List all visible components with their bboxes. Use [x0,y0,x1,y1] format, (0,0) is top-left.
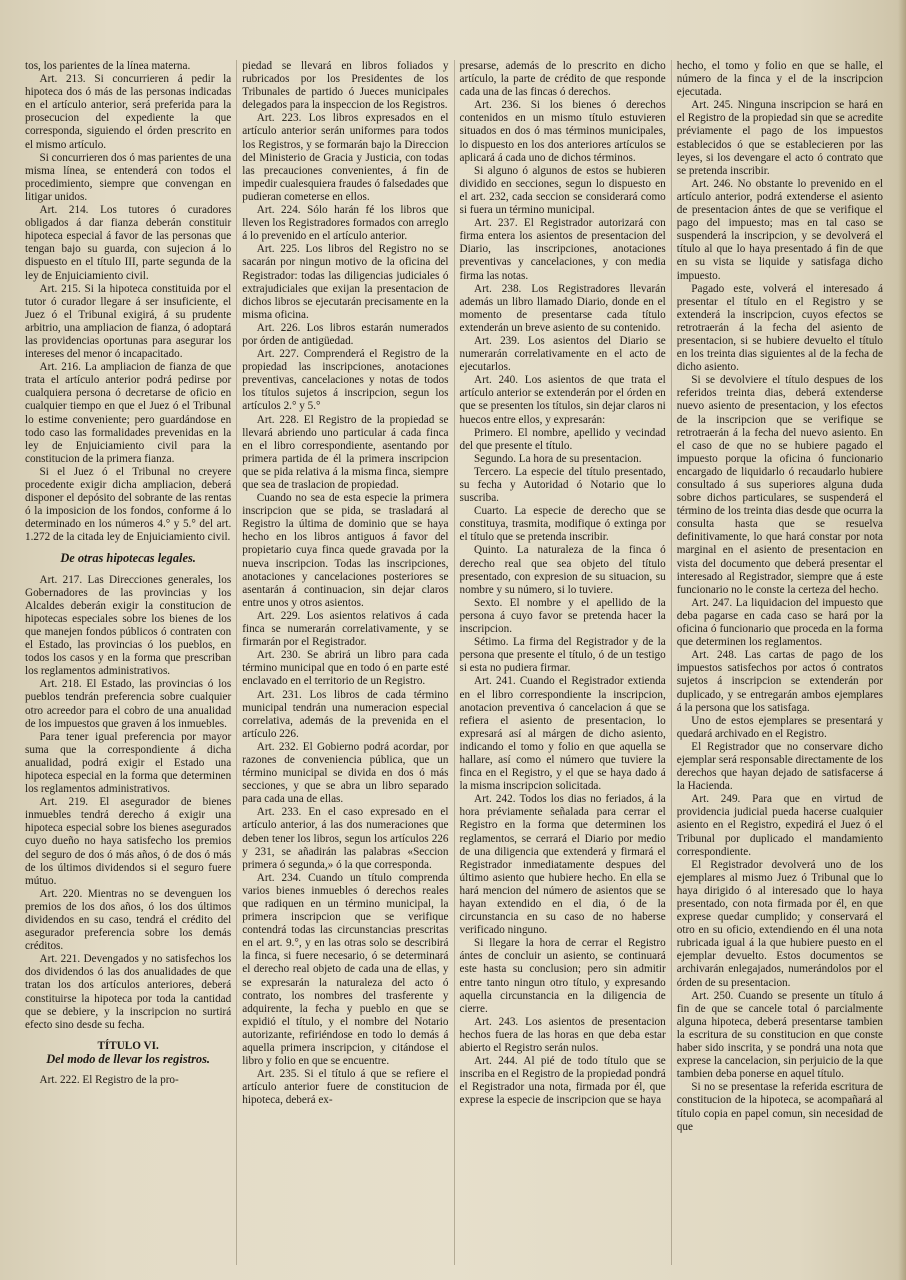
paragraph: El Registrador que no conservare dicho ejemplar será responsable directamente de los derechos que hayan dejado de satisfacerse á la Hacienda. [676,740,883,793]
paragraph: Si se devolviere el título despues de los referidos treinta dias, deberá extenderse nuevo asiento de presentacion, y los efectos de la inscripcion que se verifique se retrotraerán á la fecha del nuevo asiento. En el caso de que no se hubiere pagado el impuesto porque la oficina ó funcionario encargado de liquidarlo ó recaudarlo hubiere consultado á sus superiores alguna duda sobre dichos particulares, se suspenderá el término de los treinta dias desde que ocurra la consulta hasta que se resuelva definitivamente, lo que hará constar por nota marginal en el asiento de presentacion en vista del documento que deberá presentar el interesado al Registrador, siempre que á este funcionario no le conste la certeza del hecho. [676,374,883,596]
paragraph: Art. 219. El asegurador de bienes inmuebles tendrá derecho á exigir una hipoteca especial sobre los bienes asegurados cuyo dueño no haya satisfecho los premios del seguro de dos ó más años, ó de dos ó más de los últimos dividendos si el seguro fuere mútuo. [25,796,232,887]
paragraph: Pagado este, volverá el interesado á presentar el título en el Registro y se extenderá la inscripcion, cuyos efectos se retrotraerán á la fecha del asiento de presentacion, si se hubiere devuelto el título en los treinta dias siguientes al de la fecha de dicho asiento. [676,282,883,374]
paragraph: hecho, el tomo y folio en que se halle, el número de la finca y el de la inscripcion ejecutada. [676,60,883,99]
paragraph: Si no se presentase la referida escritura de constitucion de la hipoteca, se acompañará al título copia en papel comun, sin necesidad de que [676,1081,883,1133]
paragraph: Art. 215. Si la hipoteca constituida por el tutor ó curador llegare á ser insuficiente, el Juez ó el Tribunal exigirá, á su prudente arbitrio, una ampliacion de fianza, ó adoptará las providencias oportunas para asegurar los intereses del menor ó incapacitado. [25,282,232,361]
paragraph: Art. 241. Cuando el Registrador extienda en el libro correspondiente la inscripcion, anotacion preventiva ó cancelacion á que se refiera el asiento de presentacion, lo expresará así al márgen de dicho asiento, indicando el tomo y folio en que aquella se hallare, así como el número que tuviere la finca en el Registro, y el que se haya dado á la misma inscripcion solicitada. [459,675,666,793]
paragraph: Art. 250. Cuando se presente un título á fin de que se cancele total ó parcialmente alguna hipoteca, deberá presentarse tambien la escritura de su constitucion en que conste haber sido inscrita, y se pondrá una nota que exprese la cancelacion, sin perjuicio de la que tambien deba ponerse en aquel título. [676,989,883,1081]
paragraph: Art. 232. El Gobierno podrá acordar, por razones de conveniencia pública, que un término municipal se divida en dos ó más secciones, y que se abra un libro separado para cada una de ellas. [242,740,449,806]
paragraph: Art. 244. Al pié de todo título que se inscriba en el Registro de la propiedad pondrá el Registrador una nota, firmada por él, que exprese la especie de inscripcion que se haya [459,1055,666,1107]
paragraph: Para tener igual preferencia por mayor suma que la correspondiente á dicha anualidad, podrá exigir el Estado una hipoteca especial en la forma que determinen los reglamentos administrativos. [25,730,232,796]
paragraph: Art. 249. Para que en virtud de providencia judicial pueda hacerse cualquier asiento en el Registro, expedirá el Juez ó el Tribunal por duplicado el mandamiento correspondiente. [676,793,883,858]
text-columns [20,60,888,1265]
paragraph: Del modo de llevar los registros. [46,1051,211,1066]
paragraph: Art. 230. Se abrirá un libro para cada término municipal que en todo ó en parte esté enclavado en el territorio de un Registro. [242,649,449,688]
paragraph: Art. 237. El Registrador autorizará con firma entera los asientos de presentacion del Diario, las inscripciones, anotaciones preventivas y cancelaciones, y con media firma las notas. [459,217,666,282]
paragraph: Art. 233. En el caso expresado en el artículo anterior, á las dos numeraciones que deben tener los libros, segun los artículos 226 y 231, se añadirán las palabras «Seccion primera ó segunda,» ó la que corresponda. [242,806,449,871]
column-divider [454,60,455,1265]
paragraph: Art. 242. Todos los dias no feriados, á la hora préviamente señalada para cerrar el Registro en la forma que determinen los reglamentos, se cerrará el Diario por medio de una diligencia que extenderá y firmará el Registrador inmediatamente despues del último asiento que hubiere hecho. En ella se hará mencion del número de asientos que se hayan extendido en el dia, ó de la circunstancia en su caso de no haberse verificado ninguno. [459,793,666,937]
paragraph: Quinto. La naturaleza de la finca ó derecho real que sea objeto del título presentado, con expresion de su situacion, su nombre y su número, si lo tuviere. [459,544,666,596]
paragraph: presarse, además de lo prescrito en dicho artículo, la parte de crédito de que responde cada una de las fincas ó derechos. [459,60,666,99]
column-divider [236,60,237,1265]
paragraph: Art. 222. El Registro de la pro- [39,1074,179,1087]
paragraph: Art. 238. Los Registradores llevarán además un libro llamado Diario, donde en el momento de presentarse cada título extenderán un breve asiento de su contenido. [459,282,666,334]
paragraph: TÍTULO VI. [97,1039,159,1052]
paragraph: Art. 223. Los libros expresados en el artículo anterior serán uniformes para todos los Registros, y se formarán bajo la Direccion del Ministerio de Gracia y Justicia, con todas las precauciones convenientes, á fin de impedir cualesquiera fraudes ó falsedades que pudieran cometerse en ellos. [242,112,449,203]
paragraph: Cuarto. La especie de derecho que se constituya, trasmita, modifique ó extinga por el título que se pretenda inscribir. [459,505,666,544]
column-divider [671,60,672,1265]
text-column-3 [455,60,671,1265]
text-column-1 [20,60,236,1265]
paragraph: Cuando no sea de esta especie la primera inscripcion que se pida, se trasladará al Registro la última de dominio que se haya hecho en los libros antiguos á favor del propietario cuya finca quede gravada por la nueva inscripcion. Todas las inscripciones, anotaciones y cancelaciones posteriores se asentarán á continuacion, sin dejar claros entre unos y otros asientos. [242,492,449,609]
paragraph: Art. 226. Los libros estarán numerados por órden de antigüedad. [242,321,449,347]
paragraph: Art. 245. Ninguna inscripcion se hará en el Registro de la propiedad sin que se acredite préviamente el pago de los impuestos establecidos ó que se establecieren por las leyes, si los devengare el acto ó contrato que se pretenda inscribir. [676,99,883,177]
paragraph: Art. 228. El Registro de la propiedad se llevará abriendo uno particular á cada finca en el libro correspondiente, asentando por primera partida de él la primera inscripcion que se pida relativa á la misma finca, siempre que sea de traslacion de propiedad. [242,413,449,491]
paragraph: Art. 217. Las Direcciones generales, los Gobernadores de las provincias y los Alcaldes deberán exigir la constitucion de hipotecas especiales sobre los bienes de los que manejen fondos públicos ó contraten con el Estado, las provincias ó los pueblos, en todos los casos y en la forma que prescriban los reglamentos administrativos. [25,573,232,678]
paragraph: tos, los parientes de la línea materna. [25,60,191,72]
paragraph: Art. 224. Sólo harán fé los libros que lleven los Registradores formados con arreglo á lo prevenido en el artículo anterior. [242,204,449,243]
paragraph: Si llegare la hora de cerrar el Registro ántes de concluir un asiento, se continuará este hasta su conclusion; pero sin admitir entre tanto ningun otro título, y expresando aquella circunstancia en la diligencia de cierre. [459,937,666,1015]
paragraph: Sétimo. La firma del Registrador y de la persona que presente el título, ó de un testigo si esta no pudiera firmar. [459,636,666,675]
paragraph: Art. 239. Los asientos del Diario se numerarán correlativamente en el acto de ejecutarlos. [459,334,666,374]
page-edge-shadow [898,0,906,1280]
paragraph: Segundo. La hora de su presentacion. [474,452,642,465]
paragraph: Art. 231. Los libros de cada término municipal tendrán una numeracion especial correlativa, además de la prevenida en el artículo 226. [242,688,449,740]
text-column-2 [237,60,453,1265]
paragraph: Art. 220. Mientras no se devenguen los premios de los dos años, ó los dos últimos dividendos en su caso, tendrá el crédito del asegurador preferencia sobre los demás créditos. [25,887,232,953]
paragraph: Si el Juez ó el Tribunal no creyere procedente exigir dicha ampliacion, deberá disponer el depósito del sobrante de las rentas ó la imposicion de los fondos, conforme á lo determinado en los números 4.° y 5.° del art. 1.272 de la citada ley de Enjuiciamiento civil. [25,465,232,544]
paragraph: Si alguno ó algunos de estos se hubieren dividido en secciones, segun lo dispuesto en el art. 232, cada seccion se considerará como si fuera un término municipal. [459,164,666,217]
paragraph: Art. 235. Si el título á que se refiere el artículo anterior fuere de constitucion de hipoteca, deberá ex- [242,1068,449,1107]
paragraph: Uno de estos ejemplares se presentará y quedará archivado en el Registro. [676,714,883,740]
paragraph: Art. 221. Devengados y no satisfechos los dos dividendos ó las dos anualidades de que tratan los dos artículos anteriores, deberá constituirse la hipoteca por toda la cantidad que se debiere, y la inscripcion no surtirá efecto sino desde su fecha. [25,953,232,1031]
paragraph: Art. 243. Los asientos de presentacion hechos fuera de las horas en que deba estar abierto el Registro serán nulos. [459,1015,666,1055]
paragraph: Si concurrieren dos ó mas parientes de una misma línea, se entenderá con todos el procedimiento, siempre que convengan en litigar unidos. [25,151,232,203]
paragraph: Art. 213. Si concurrieren á pedir la hipoteca dos ó más de las personas indicadas en el artículo anterior, será preferida para la prosecucion del expediente la que corresponda, siguiendo el órden prescrito en el mismo artículo. [25,73,232,151]
paragraph: Tercero. La especie del título presentado, su fecha y Autoridad ó Notario que lo suscriba. [459,465,666,505]
paragraph: Art. 214. Los tutores ó curadores obligados á dar fianza deberán constituir hipoteca especial á favor de las personas que tengan bajo su guarda, con sujecion á lo dispuesto en el título III, parte segunda de la ley de Enjuiciamiento civil. [25,204,232,282]
paragraph: Art. 218. El Estado, las provincias ó los pueblos tendrán preferencia sobre cualquier otro acreedor para el cobro de una anualidad de los impuestos que graven á los inmuebles. [25,678,232,730]
paragraph: Primero. El nombre, apellido y vecindad del que presente el título. [459,426,666,452]
paragraph: Art. 229. Los asientos relativos á cada finca se numerarán correlativamente, y se firmarán por el Registrador. [242,609,449,649]
paragraph: Art. 234. Cuando un título comprenda varios bienes inmuebles ó derechos reales que radiquen en un término municipal, la primera inscripcion que se verifique contendrá todas las circunstancias prescritas en el art. 9.°, y en las otras solo se describirá la finca, si fuere necesario, ó se determinará el derecho real objeto de cada una de ellas, y se expresarán la naturaleza del acto ó contrato, los nombres del trasferente y adquirente, la fecha y pueblo en que se expidió el título, y el nombre del Notario autorizante, refiriéndose en todo lo demás á aquella primera inscripcion, y citándose el libro y folio en que se encuentre. [242,871,449,1068]
paragraph: Sexto. El nombre y el apellido de la persona á cuyo favor se pretenda hacer la inscripcion. [459,596,666,636]
paragraph: Art. 236. Si los bienes ó derechos contenidos en un mismo título estuvieren situados en dos ó mas términos municipales, lo dispuesto en los dos anteriores artículos se aplicará á cada uno de dichos términos. [459,99,666,164]
paragraph: Art. 246. No obstante lo prevenido en el artículo anterior, podrá extenderse el asiento de presentacion ántes de que se verifique el pago del impuesto; mas en tal caso se suspenderá la inscripcion, y se devolverá el título al que lo haya presentado á fin de que en su vista se liquide y satisfaga dicho impuesto. [676,177,883,282]
paragraph: Art. 247. La liquidacion del impuesto que deba pagarse en cada caso se hará por la oficina ó funcionario que proceda en la forma que determinen los reglamentos. [676,596,883,649]
paragraph: Art. 248. Las cartas de pago de los impuestos satisfechos por actos ó contratos sujetos á inscripcion se extenderán por duplicado, y se entregarán ambos ejemplares á la persona que los satisfaga. [676,649,883,714]
paragraph: piedad se llevará en libros foliados y rubricados por los Presidentes de los Tribunales de partido ó Jueces municipales delegados para la inspeccion de los Registros. [242,60,449,112]
paragraph: Art. 227. Comprenderá el Registro de la propiedad las inscripciones, anotaciones preventivas, cancelaciones y notas de todos los títulos sujetos á inscripcion, segun los artículos 2.° y 5.° [242,348,449,413]
paragraph: El Registrador devolverá uno de los ejemplares al mismo Juez ó Tribunal que lo haya dirigido ó al interesado que lo haya presentado, con nota firmada por él, en que exprese quedar cumplido; y conservará el otro en su oficio, extendiendo en él una nota rubricada igual á la que hubiere puesto en el ejemplar devuelto. Estos documentos se archivarán enlegajados, numerándolos por el órden de su presentacion. [676,858,883,989]
paragraph: Art. 225. Los libros del Registro no se sacarán por ningun motivo de la oficina del Registrador: todas las diligencias judiciales ó extrajudiciales que exijan la presentacion de dichos libros se ejecutarán precisamente en la misma oficina. [242,243,449,321]
paragraph: Art. 240. Los asientos de que trata el artículo anterior se extenderán por el órden en que se presenten los títulos, sin dejar claros ni huecos entre ellos, y expresarán: [459,374,666,426]
paragraph: Art. 216. La ampliacion de fianza de que trata el artículo anterior podrá pedirse por cualquiera persona ó decretarse de oficio en cualquier tiempo en que el Juez ó el Tribunal lo estime conveniente; pero guardándose en todo caso las formalidades prevenidas en la ley de Enjuiciamiento civil para la constitucion de la primera fianza. [25,361,232,465]
text-column-4 [672,60,888,1265]
paragraph: De otras hipotecas legales. [60,551,196,566]
